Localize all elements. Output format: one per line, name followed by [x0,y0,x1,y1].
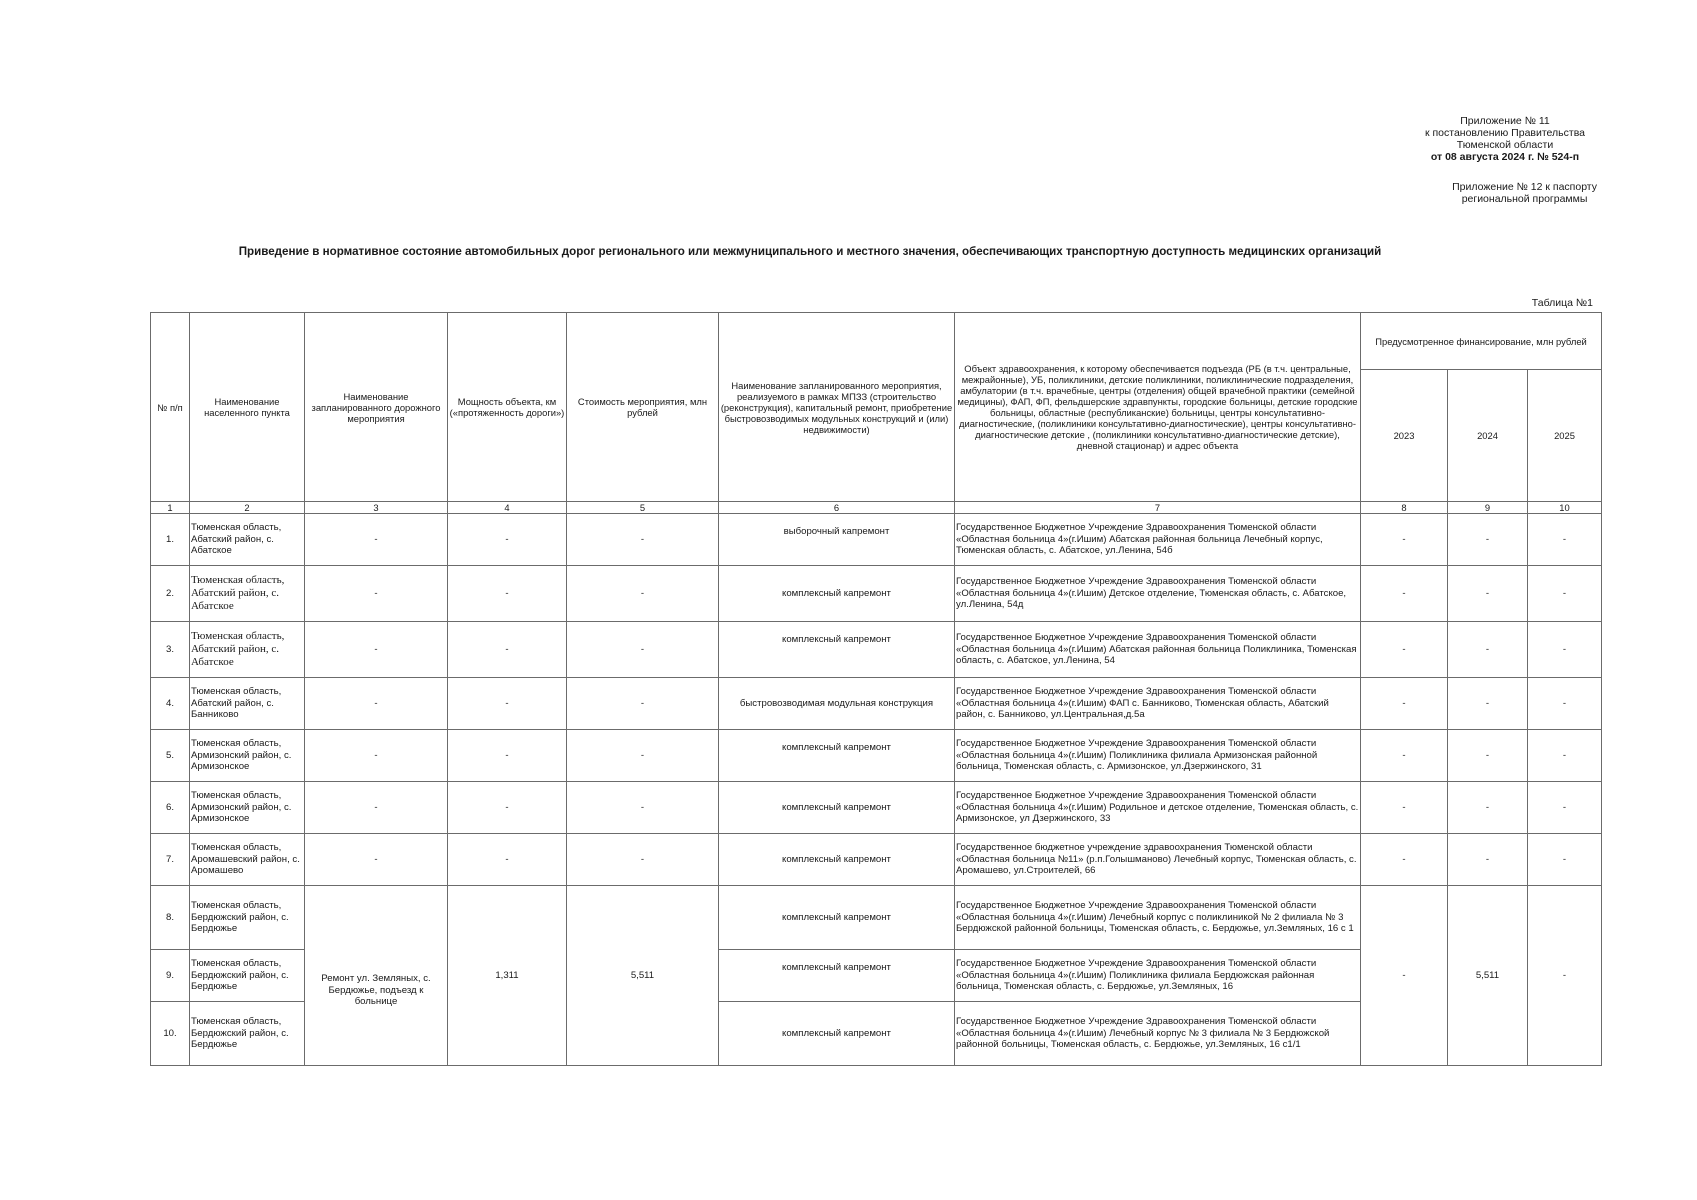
header-year-2023: 2023 [1361,370,1448,502]
fin-2023-cell: - [1361,566,1448,622]
row-number: 8. [151,886,190,950]
header-financing: Предусмотренное финансирование, млн рублей [1361,313,1602,370]
fin-2024-cell: - [1448,834,1528,886]
fin-2025-cell: - [1528,782,1602,834]
fin-2024-cell: - [1448,730,1528,782]
mpzz-cell: выборочный капремонт [719,514,955,566]
settlement-cell: Тюменская область, Абатский район, с. Абатское [190,622,305,678]
health-object-cell: Государственное Бюджетное Учреждение Здравоохранения Тюменской области «Областная больница 4»(г.Ишим) Лечебный корпус с поликлиникой № 2 филиала № 3 Бердюжской районной больницы, Тюменская область, с. Бердюжье, ул.Земляных, 16 с 1 [955,886,1361,950]
fin-2024-cell: - [1448,678,1528,730]
column-number: 7 [955,502,1361,514]
road-measure-cell: - [305,834,448,886]
settlement-cell: Тюменская область, Бердюжский район, с. Бердюжье [190,1002,305,1066]
fin-2025-cell: - [1528,834,1602,886]
row-number: 5. [151,730,190,782]
row-number: 4. [151,678,190,730]
health-object-cell: Государственное Бюджетное Учреждение Здравоохранения Тюменской области «Областная больница 4»(г.Ишим) Абатская районная больница Лечебный корпус, Тюменская область, с. Абатское, ул.Ленина, 54б [955,514,1361,566]
health-object-cell: Государственное Бюджетное Учреждение Здравоохранения Тюменской области «Областная больница 4»(г.Ишим) Поликлиника филиала Бердюжская районная больница, Тюменская область, с. Бердюжье, ул.Земляных, 16 [955,950,1361,1002]
road-measure-cell: - [305,782,448,834]
fin-2023-cell: - [1361,514,1448,566]
cost-cell: - [567,730,719,782]
road-measure-cell: - [305,622,448,678]
row-number: 6. [151,782,190,834]
header-health-object: Объект здравоохранения, к которому обеспечивается подъезда (РБ (в т.ч. центральные, межрайонные), УБ, поликлиники, детские поликлиники, поликлинические подразделения, амбулатории (в т.ч. врачебные, центры (отделения) общей врачебной практики (семейной медицины), ФАП, ФП, фельдшерские здравпункты, городские больницы, детские городские больницы, областные (республиканские) больницы, центры консультативно-диагностические, (поликлиники консультативно-диагностические), центры консультативно-диагностические детские , (поликлиники консультативно-диагностические детские), дневной стационар) и адрес объекта [955,313,1361,502]
table-row [151,782,1602,834]
capacity-cell: - [448,730,567,782]
capacity-cell: - [448,566,567,622]
appendix-12-block [1452,181,1597,205]
table-row [151,886,1602,950]
health-object-cell: Государственное Бюджетное Учреждение Здравоохранения Тюменской области «Областная больница 4»(г.Ишим) Поликлиника филиала Армизонская районной больница, Тюменская область, с. Армизонское, ул.Дзержинского, 31 [955,730,1361,782]
road-measure-cell: - [305,678,448,730]
table-row [151,730,1602,782]
road-measure-cell: - [305,566,448,622]
column-number: 5 [567,502,719,514]
appendix-11-block [1425,115,1585,163]
column-number: 2 [190,502,305,514]
settlement-cell: Тюменская область, Армизонский район, с. Армизонское [190,730,305,782]
column-number: 3 [305,502,448,514]
cost-cell: - [567,566,719,622]
column-number: 6 [719,502,955,514]
fin-2023-cell: - [1361,834,1448,886]
settlement-cell: Тюменская область, Бердюжский район, с. Бердюжье [190,950,305,1002]
mpzz-cell: комплексный капремонт [719,886,955,950]
header-road-measure: Наименование запланированного дорожного мероприятия [305,313,448,502]
fin-2023-cell: - [1361,678,1448,730]
capacity-merged-cell: 1,311 [448,886,567,1066]
row-number: 7. [151,834,190,886]
fin-2025-cell: - [1528,566,1602,622]
appendix-11-line4: от 08 августа 2024 г. № 524-п [1430,151,1580,163]
header-year-2024: 2024 [1448,370,1528,502]
table-row [151,622,1602,678]
appendix-11-line2: к постановлению Правительства [1424,127,1585,139]
header-settlement: Наименование населенного пункта [190,313,305,502]
health-object-cell: Государственное Бюджетное Учреждение Здравоохранения Тюменской области «Областная больница 4»(г.Ишим) Детское отделение, Тюменская область, с. Абатское, ул.Ленина, 54д [955,566,1361,622]
mpzz-cell: комплексный капремонт [719,950,955,1002]
settlement-cell: Тюменская область, Армизонский район, с. Армизонское [190,782,305,834]
table-row [151,566,1602,622]
capacity-cell: - [448,782,567,834]
row-number: 10. [151,1002,190,1066]
row-number: 2. [151,566,190,622]
cost-cell: - [567,834,719,886]
fin-2023-cell: - [1361,730,1448,782]
table-row [151,678,1602,730]
mpzz-cell: комплексный капремонт [719,1002,955,1066]
cost-cell: - [567,514,719,566]
mpzz-cell: комплексный капремонт [719,622,955,678]
appendix-12-line1: Приложение № 12 к паспорту [1452,181,1597,193]
row-number: 9. [151,950,190,1002]
mpzz-cell: комплексный капремонт [719,834,955,886]
fin-2023-cell: - [1361,782,1448,834]
appendix-12-line2: региональной программы [1461,193,1588,205]
settlement-cell: Тюменская область, Бердюжский район, с. Бердюжье [190,886,305,950]
column-number: 4 [448,502,567,514]
health-object-cell: Государственное Бюджетное Учреждение Здравоохранения Тюменской области «Областная больница 4»(г.Ишим) ФАП с. Банниково, Тюменская область, Абатский район, с. Банниково, ул.Центральная,д.5а [955,678,1361,730]
fin-2023-merged-cell: - [1361,886,1448,1066]
fin-2024-cell: - [1448,514,1528,566]
column-number-row [151,502,1602,514]
settlement-cell: Тюменская область, Аромашевский район, с. Аромашево [190,834,305,886]
document-title: Приведение в нормативное состояние автомобильных дорог регионального или межмуниципального и местного значения, обеспечивающих транспортную доступность медицинских организаций [238,245,1382,258]
fin-2024-cell: - [1448,782,1528,834]
header-mpzz-measure: Наименование запланированного мероприятия, реализуемого в рамках МПЗЗ (строительство (реконструкция), капитальный ремонт, приобретение быстровозводимых модульных конструкций и (или) недвижимости) [719,313,955,502]
road-measure-cell: - [305,730,448,782]
fin-2024-merged-cell: 5,511 [1448,886,1528,1066]
settlement-cell: Тюменская область, Абатский район, с. Абатское [190,514,305,566]
fin-2024-cell: - [1448,566,1528,622]
fin-2025-cell: - [1528,678,1602,730]
header-capacity: Мощность объекта, км («протяженность дороги») [448,313,567,502]
column-number: 8 [1361,502,1448,514]
fin-2023-cell: - [1361,622,1448,678]
appendix-11-line3: Тюменской области [1456,139,1554,151]
capacity-cell: - [448,622,567,678]
column-number: 9 [1448,502,1528,514]
column-number: 1 [151,502,190,514]
fin-2025-merged-cell: - [1528,886,1602,1066]
header-cost: Стоимость мероприятия, млн рублей [567,313,719,502]
fin-2025-cell: - [1528,622,1602,678]
table-row [151,514,1602,566]
mpzz-cell: комплексный капремонт [719,730,955,782]
capacity-cell: - [448,514,567,566]
fin-2025-cell: - [1528,514,1602,566]
table-row [151,834,1602,886]
mpzz-cell: комплексный капремонт [719,566,955,622]
cost-cell: - [567,622,719,678]
fin-2024-cell: - [1448,622,1528,678]
road-measure-cell: - [305,514,448,566]
health-object-cell: Государственное бюджетное учреждение здравоохранения Тюменской области «Областная больница №11» (р.п.Голышманово) Лечебный корпус, Тюменская область, с. Аромашево, ул.Строителей, 66 [955,834,1361,886]
header-number: № п/п [151,313,190,502]
mpzz-cell: комплексный капремонт [719,782,955,834]
row-number: 3. [151,622,190,678]
capacity-cell: - [448,678,567,730]
health-object-cell: Государственное Бюджетное Учреждение Здравоохранения Тюменской области «Областная больница 4»(г.Ишим) Родильное и детское отделение, Тюменская область, с. Армизонское, ул Дзержинского, 33 [955,782,1361,834]
cost-cell: - [567,678,719,730]
road-measure-merged-cell: Ремонт ул. Земляных, с. Бердюжье, подъезд к больнице [305,886,448,1066]
settlement-cell: Тюменская область, Абатский район, с. Банниково [190,678,305,730]
capacity-cell: - [448,834,567,886]
fin-2025-cell: - [1528,730,1602,782]
cost-cell: - [567,782,719,834]
health-object-cell: Государственное Бюджетное Учреждение Здравоохранения Тюменской области «Областная больница 4»(г.Ишим) Лечебный корпус № 3 филиала № 3 Бердюжской районной больницы, Тюменская область, с. Бердюжье, ул.Земляных, 16 с1/1 [955,1002,1361,1066]
health-object-cell: Государственное Бюджетное Учреждение Здравоохранения Тюменской области «Областная больница 4»(г.Ишим) Абатская районная больница Поликлиника, Тюменская область, с. Абатское, ул.Ленина, 54 [955,622,1361,678]
table-label: Таблица №1 [1531,297,1593,309]
mpzz-cell: быстровозводимая модульная конструкция [719,678,955,730]
cost-merged-cell: 5,511 [567,886,719,1066]
data-table [150,312,1602,1066]
appendix-11-line1: Приложение № 11 [1460,115,1550,127]
settlement-cell: Тюменская область, Абатский район, с. Абатское [190,566,305,622]
column-number: 10 [1528,502,1602,514]
row-number: 1. [151,514,190,566]
header-year-2025: 2025 [1528,370,1602,502]
